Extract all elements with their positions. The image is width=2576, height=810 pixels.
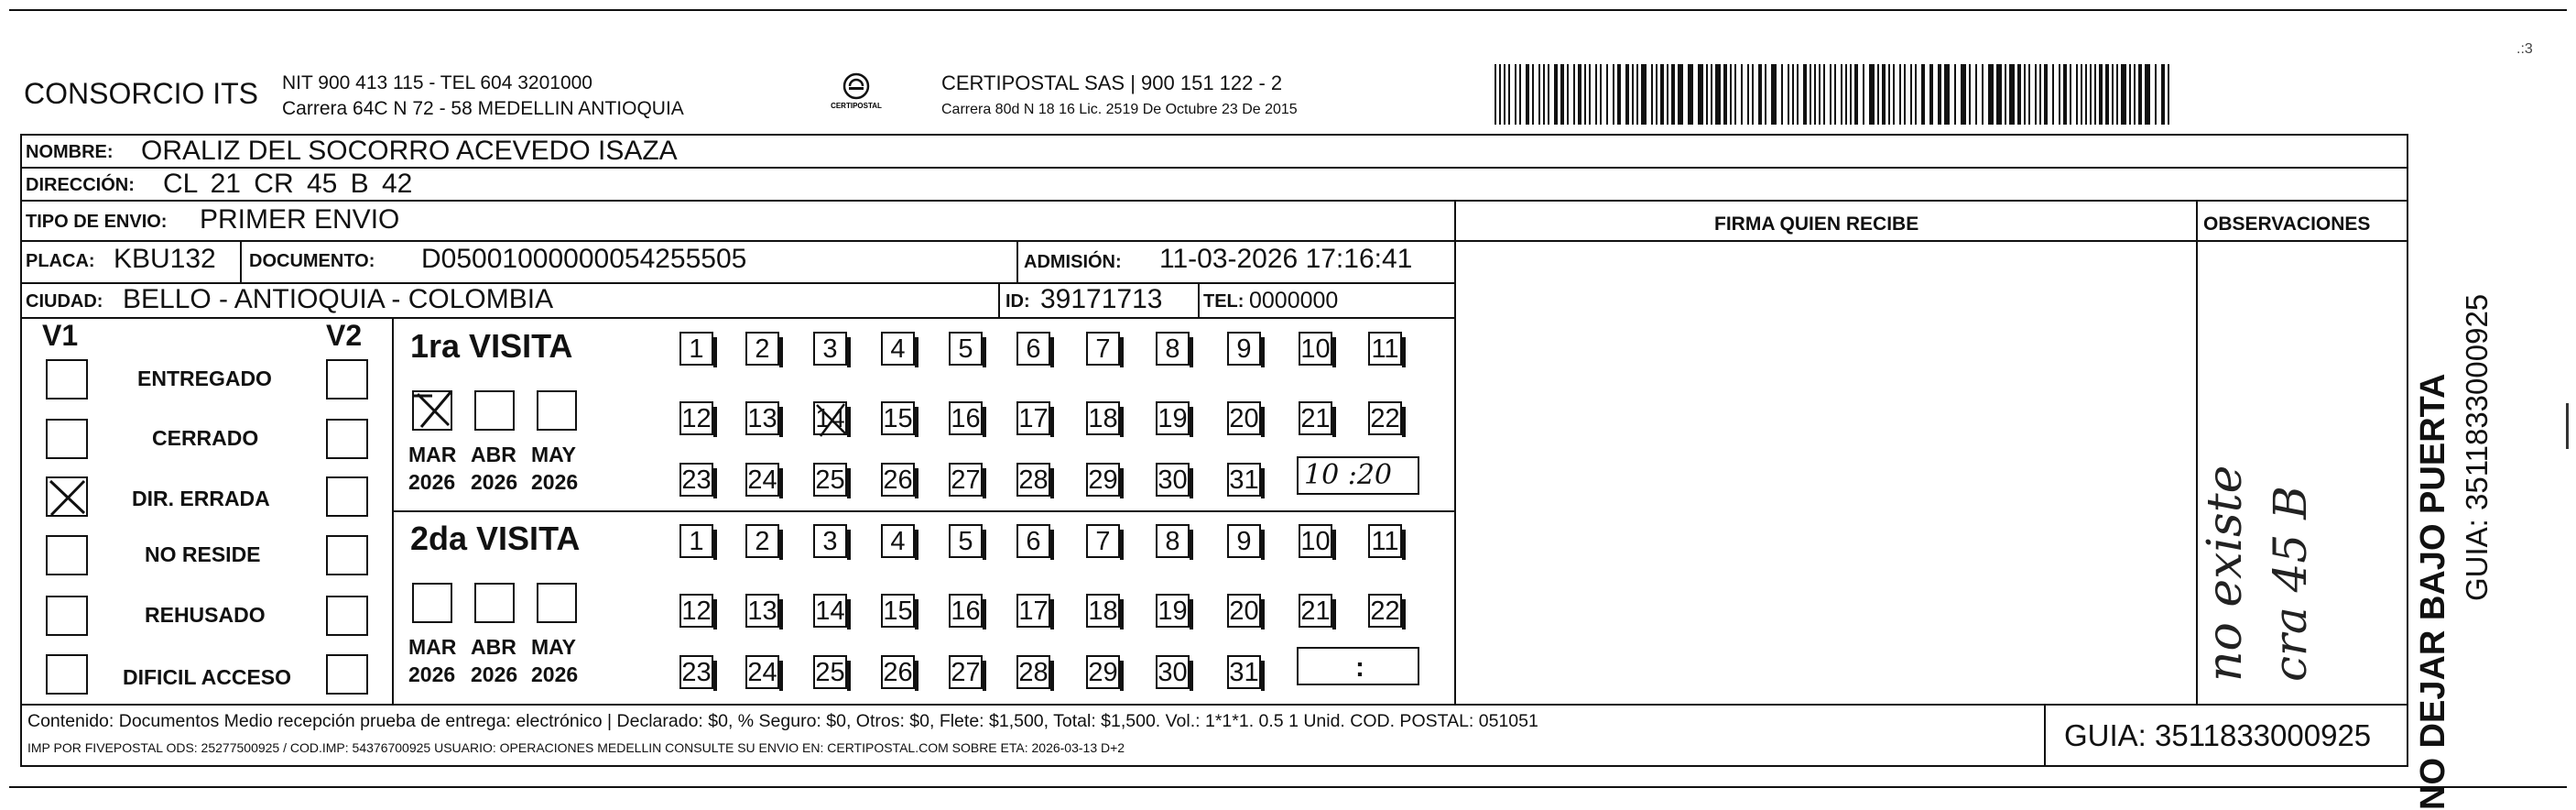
status-v1-checkbox[interactable]: [46, 654, 88, 695]
day-box-11[interactable]: 11: [1368, 332, 1402, 366]
v1-label: V1: [42, 319, 79, 352]
status-v1-checkbox[interactable]: [46, 359, 88, 400]
certipostal-license: Carrera 80d N 18 16 Lic. 2519 De Octubre 23 De 2015: [941, 102, 1298, 117]
day-box-26[interactable]: 26: [881, 655, 915, 689]
visit-1-time-box[interactable]: [1297, 456, 1419, 495]
tel-value: 0000000: [1249, 288, 1339, 313]
documento-value: D05001000000054255505: [421, 244, 747, 274]
day-box-14[interactable]: 14: [813, 401, 847, 435]
status-v2-checkbox[interactable]: [326, 654, 368, 695]
id-divider: [998, 282, 1000, 317]
day-box-1[interactable]: 1: [679, 524, 713, 558]
day-box-25[interactable]: 25: [813, 655, 847, 689]
direccion-value: CL 21 CR 45 B 42: [163, 169, 413, 199]
day-box-6[interactable]: 6: [1016, 524, 1050, 558]
day-box-17[interactable]: 17: [1016, 401, 1050, 435]
company-nit: NIT 900 413 115 - TEL 604 3201000: [282, 72, 592, 93]
day-box-16[interactable]: 16: [949, 594, 983, 628]
form-left-line: [20, 134, 22, 767]
status-label: DIR. ERRADA: [132, 487, 270, 510]
status-v1-checkbox[interactable]: [46, 596, 88, 636]
row-line-5: [20, 317, 1456, 319]
day-box-23[interactable]: 23: [679, 463, 713, 497]
status-divider: [392, 317, 394, 706]
day-box-26[interactable]: 26: [881, 463, 915, 497]
visit-2-month-checkbox-may[interactable]: [537, 583, 577, 623]
tipo-label: TIPO DE ENVIO:: [26, 212, 168, 232]
visit-1-month-may: MAY: [531, 443, 576, 466]
day-box-12[interactable]: 12: [679, 594, 713, 628]
certipostal-logo: [820, 71, 893, 114]
check-x-icon: [412, 389, 456, 432]
day-box-20[interactable]: 20: [1227, 594, 1261, 628]
footer-imp: IMP POR FIVEPOSTAL ODS: 25277500925 / COD.IMP: 54376700925 USUARIO: OPERACIONES MEDELLIN CONSULTE SU ENVIO EN: CERTIPOSTAL.COM SOBRE ETA: 2026-03-13 D+2: [27, 740, 1125, 755]
check-x-icon: [48, 478, 88, 517]
visit-2-month-mar: MAR: [408, 635, 457, 659]
day-box-10[interactable]: 10: [1299, 524, 1332, 558]
direccion-label: DIRECCIÓN:: [26, 175, 135, 195]
day-box-19[interactable]: 19: [1156, 401, 1190, 435]
row-line-2: [20, 200, 2408, 202]
side-guia: GUIA: 3511833000925: [2460, 293, 2494, 601]
visit-1-month-abr: ABR: [471, 443, 516, 466]
barcode: [1495, 64, 2174, 125]
visit-divider: [394, 510, 1456, 512]
placa-value: KBU132: [114, 244, 216, 274]
observaciones-label: OBSERVACIONES: [2203, 213, 2371, 235]
side-no-dejar: NO DEJAR BAJO PUERTA: [2414, 373, 2452, 810]
day-box-1[interactable]: 1: [679, 332, 713, 366]
status-v2-checkbox[interactable]: [326, 476, 368, 517]
day-box-31[interactable]: 31: [1227, 463, 1261, 497]
placa-divider: [240, 240, 242, 282]
day-box-30[interactable]: 30: [1156, 655, 1190, 689]
form-right-line: [2407, 134, 2408, 767]
day-box-13[interactable]: 13: [745, 401, 779, 435]
day-box-4[interactable]: 4: [881, 524, 915, 558]
corner-mark: .:3: [2516, 41, 2533, 57]
status-v2-checkbox[interactable]: [326, 419, 368, 459]
visit-1-month-mar: MAR: [408, 443, 457, 466]
footer-bottom-line: [20, 765, 2408, 767]
id-value: 39171713: [1040, 284, 1163, 314]
admision-divider: [1016, 240, 1018, 282]
day-box-13[interactable]: 13: [745, 594, 779, 628]
day-box-27[interactable]: 27: [949, 463, 983, 497]
observaciones-note-1: no existe: [2198, 465, 2253, 682]
day-box-29[interactable]: 29: [1086, 463, 1120, 497]
visit-2-year-may: 2026: [531, 662, 579, 686]
visit-1-year-mar: 2026: [408, 470, 456, 494]
day-box-6[interactable]: 6: [1016, 332, 1050, 366]
tel-label: TEL:: [1203, 291, 1245, 312]
visit-1-time: 10 :20: [1304, 459, 1392, 491]
nombre-label: NOMBRE:: [26, 142, 114, 162]
day-box-22[interactable]: 22: [1368, 594, 1402, 628]
placa-label: PLACA:: [26, 251, 95, 271]
day-box-8[interactable]: 8: [1156, 524, 1190, 558]
day-box-3[interactable]: 3: [813, 524, 847, 558]
visit-1-month-checkbox-may[interactable]: [537, 390, 577, 431]
admision-label: ADMISIÓN:: [1024, 252, 1122, 272]
day-box-14[interactable]: 14: [813, 594, 847, 628]
guia-divider: [2044, 704, 2046, 766]
day-box-24[interactable]: 24: [745, 655, 779, 689]
observaciones-note-2: cra 45 B: [2264, 486, 2317, 682]
day-box-31[interactable]: 31: [1227, 655, 1261, 689]
visit-1-year-may: 2026: [531, 470, 579, 494]
status-label: DIFICIL ACCESO: [123, 665, 292, 689]
company-address: Carrera 64C N 72 - 58 MEDELLIN ANTIOQUIA: [282, 98, 684, 119]
day-box-18[interactable]: 18: [1086, 401, 1120, 435]
day-box-11[interactable]: 11: [1368, 524, 1402, 558]
logo-text: CERTIPOSTAL: [831, 102, 882, 110]
visit-1-year-abr: 2026: [471, 470, 518, 494]
visit-2-time-box[interactable]: [1297, 647, 1419, 685]
day-box-15[interactable]: 15: [881, 594, 915, 628]
visit-2-month-may: MAY: [531, 635, 576, 659]
visit-1-month-checkbox-mar[interactable]: [412, 390, 452, 431]
day-box-18[interactable]: 18: [1086, 594, 1120, 628]
firma-left-line: [1454, 200, 1456, 706]
day-box-10[interactable]: 10: [1299, 332, 1332, 366]
nombre-value: ORALIZ DEL SOCORRO ACEVEDO ISAZA: [141, 136, 678, 166]
company-name: CONSORCIO ITS: [24, 77, 259, 110]
day-box-9[interactable]: 9: [1227, 332, 1261, 366]
day-box-30[interactable]: 30: [1156, 463, 1190, 497]
day-box-5[interactable]: 5: [949, 332, 983, 366]
visit-2-year-mar: 2026: [408, 662, 456, 686]
day-box-25[interactable]: 25: [813, 463, 847, 497]
status-label: NO RESIDE: [145, 542, 261, 566]
visit-1-title: 1ra VISITA: [410, 327, 573, 365]
day-box-15[interactable]: 15: [881, 401, 915, 435]
day-box-17[interactable]: 17: [1016, 594, 1050, 628]
certipostal-title: CERTIPOSTAL SAS | 900 151 122 - 2: [941, 71, 1283, 94]
status-v1-checkbox[interactable]: [46, 535, 88, 575]
day-box-20[interactable]: 20: [1227, 401, 1261, 435]
day-box-28[interactable]: 28: [1016, 463, 1050, 497]
day-box-3[interactable]: 3: [813, 332, 847, 366]
footer-top-line: [20, 704, 2408, 706]
day-box-28[interactable]: 28: [1016, 655, 1050, 689]
footer-contenido: Contenido: Documentos Medio recepción prueba de entrega: electrónico | Declarado: $0, % Seguro: $0, Otros: $0, Flete: $1,500, Total: $1,500. Vol.: 1*1*1. 0.5 1 Unid. COD. POSTAL: 051051: [27, 711, 1538, 731]
visit-2-month-checkbox-abr[interactable]: [474, 583, 515, 623]
day-box-23[interactable]: 23: [679, 655, 713, 689]
day-box-27[interactable]: 27: [949, 655, 983, 689]
day-box-29[interactable]: 29: [1086, 655, 1120, 689]
status-label: ENTREGADO: [137, 367, 272, 390]
status-v1-checkbox[interactable]: [46, 419, 88, 459]
visit-2-title: 2da VISITA: [410, 520, 581, 557]
ciudad-value: BELLO - ANTIOQUIA - COLOMBIA: [123, 284, 554, 314]
row-line-3b: [1456, 240, 2408, 242]
day-box-7[interactable]: 7: [1086, 524, 1120, 558]
status-v2-checkbox[interactable]: [326, 596, 368, 636]
visit-2-year-abr: 2026: [471, 662, 518, 686]
day-box-22[interactable]: 22: [1368, 401, 1402, 435]
day-box-7[interactable]: 7: [1086, 332, 1120, 366]
status-label: REHUSADO: [145, 603, 266, 627]
visit-1-month-checkbox-abr[interactable]: [474, 390, 515, 431]
status-label: CERRADO: [152, 426, 259, 450]
day-box-8[interactable]: 8: [1156, 332, 1190, 366]
day-box-21[interactable]: 21: [1299, 401, 1332, 435]
check-x-icon: [813, 401, 850, 438]
day-box-4[interactable]: 4: [881, 332, 915, 366]
status-v1-checkbox-checked[interactable]: [46, 476, 88, 517]
day-box-12[interactable]: 12: [679, 401, 713, 435]
ciudad-label: CIUDAD:: [26, 291, 103, 312]
status-v2-checkbox[interactable]: [326, 359, 368, 400]
status-v2-checkbox[interactable]: [326, 535, 368, 575]
v2-label: V2: [326, 319, 363, 352]
day-box-5[interactable]: 5: [949, 524, 983, 558]
tel-divider: [1198, 282, 1200, 317]
day-box-19[interactable]: 19: [1156, 594, 1190, 628]
edge-mark: [2566, 403, 2569, 449]
day-box-16[interactable]: 16: [949, 401, 983, 435]
top-border: [9, 9, 2567, 11]
tipo-value: PRIMER ENVIO: [200, 204, 400, 235]
day-box-24[interactable]: 24: [745, 463, 779, 497]
day-box-2[interactable]: 2: [745, 332, 779, 366]
visit-2-time: :: [1355, 652, 1364, 683]
firma-label: FIRMA QUIEN RECIBE: [1714, 213, 1919, 235]
bottom-border: [9, 786, 2567, 788]
documento-label: DOCUMENTO:: [249, 251, 375, 271]
day-box-9[interactable]: 9: [1227, 524, 1261, 558]
admision-value: 11-03-2026 17:16:41: [1159, 244, 1413, 274]
day-box-21[interactable]: 21: [1299, 594, 1332, 628]
day-box-2[interactable]: 2: [745, 524, 779, 558]
footer-guia: GUIA: 3511833000925: [2064, 718, 2372, 752]
visit-2-month-abr: ABR: [471, 635, 516, 659]
row-line-3: [20, 240, 1456, 242]
id-label: ID:: [1005, 291, 1030, 312]
visit-2-month-checkbox-mar[interactable]: [412, 583, 452, 623]
